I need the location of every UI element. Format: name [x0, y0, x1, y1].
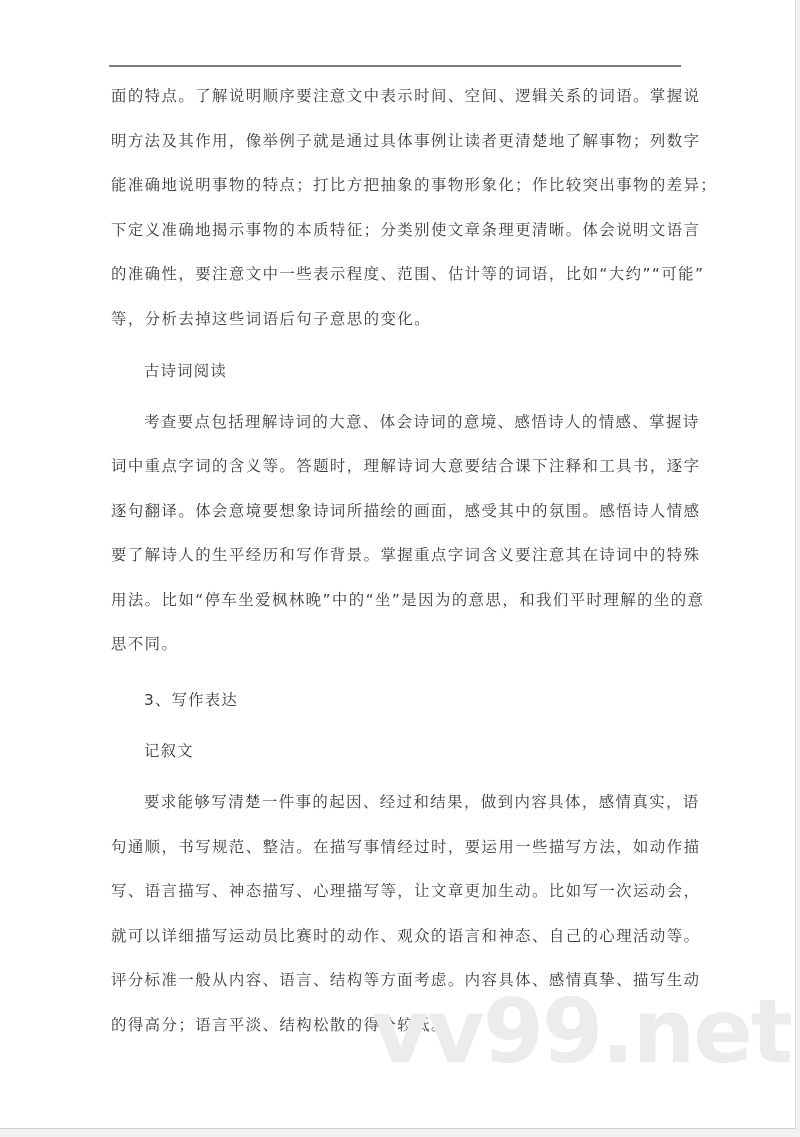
text-line: 逐句翻译。体会意境要想象诗词所描绘的画面，感受其中的氛围。感悟诗人情感 — [111, 501, 701, 520]
section-heading-writing — [111, 688, 681, 712]
text-line: 明方法及其作用，像举例子就是通过具体事例让读者更清楚地了解事物；列数字 — [111, 131, 701, 150]
text-line: 等，分析去掉这些词语后句子意思的变化。 — [111, 309, 431, 328]
subheading-classical-poetry: 古诗词阅读 — [144, 361, 227, 380]
text-line: 就可以详细描写运动员比赛时的动作、观众的语言和神态、自己的心理活动等。 — [111, 926, 701, 945]
text-line: 下定义准确地揭示事物的本质特征；分类别使文章条理更清晰。体会说明文语言 — [111, 220, 701, 239]
document-body — [111, 84, 718, 1057]
text-line: 写、语言描写、神态描写、心理描写等，让文章更加生动。比如写一次运动会， — [111, 882, 701, 900]
subheading-narrative: 记叙文 — [144, 742, 194, 760]
text-line: 句通顺，书写规范、整洁。在描写事情经过时，要运用一些描写方法，如动作描 — [111, 837, 701, 856]
paragraph-classical-poetry — [111, 410, 705, 657]
text-line: 评分标准一般从内容、语言、结构等方面考虑。内容具体、感情真挚、描写生动 — [111, 971, 701, 989]
text-line: 考查要点包括理解诗词的大意、体会诗词的意境、感悟诗人的情感、掌握诗 — [144, 412, 700, 431]
text-line: 思不同。 — [111, 635, 179, 653]
text-line: 能准确地说明事物的特点；打比方把抽象的事物形象化；作比较突出事物的差异； — [111, 176, 718, 194]
text-line: 要了解诗人的生平经历和写作背景。掌握重点字词含义要注意其在诗词中的特殊 — [111, 546, 701, 564]
watermark: vv99.net — [372, 980, 792, 1083]
text-line: 用法。比如“停车坐爱枫林晚”中的“坐”是因为的意思，和我们平时理解的坐的意 — [111, 590, 705, 609]
text-line: 词中重点字词的含义等。答题时，理解诗词大意要结合课下注释和工具书，逐字 — [111, 457, 701, 475]
text-line: 的准确性，要注意文中一些表示程度、范围、估计等的词语，比如“大约”“可能” — [111, 265, 705, 283]
text-line: 面的特点。了解说明顺序要注意文中表示时间、空间、逻辑关系的词语。掌握说 — [111, 87, 701, 105]
section-heading-text: 3、写作表达 — [144, 691, 238, 709]
paragraph-expository-reading — [111, 84, 718, 331]
header-rule — [109, 65, 681, 67]
text-line: 的得高分；语言平淡、结构松散的得分较低。 — [111, 1015, 448, 1034]
text-line: 要求能够写清楚一件事的起因、经过和结果，做到内容具体，感情真实，语 — [144, 793, 700, 811]
